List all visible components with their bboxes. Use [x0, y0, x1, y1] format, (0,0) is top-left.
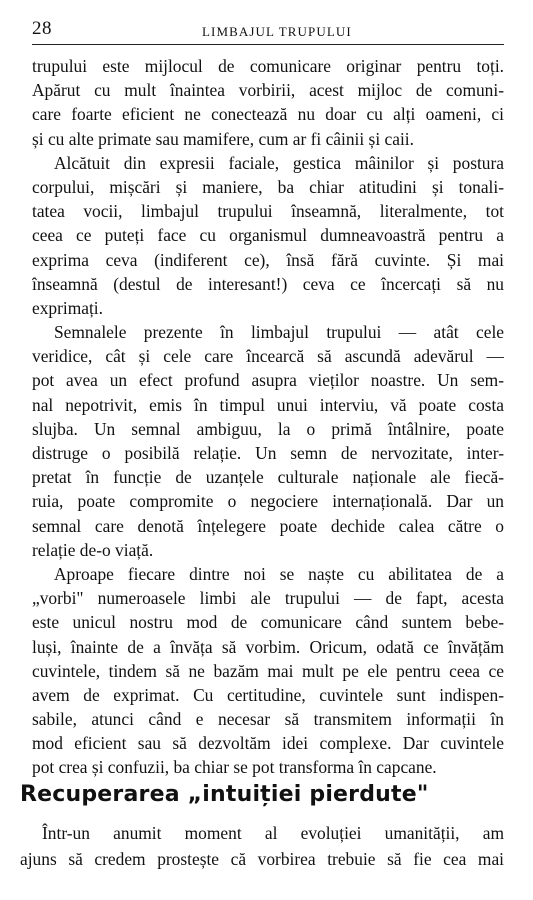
text-line: corpului, mișcări și maniere, ba chiar atitudini și tonali- [32, 176, 504, 197]
text-line: trupului este mijlocul de comunicare originar pentru toți. [32, 56, 504, 76]
running-title: LIMBAJUL TRUPULUI [202, 24, 352, 39]
text-line: pot crea și confuzii, ba chiar se pot transforma în capcane. [32, 757, 437, 778]
paragraph [32, 151, 504, 320]
paragraph [32, 562, 504, 780]
header-rule [32, 44, 504, 45]
paragraph [32, 320, 504, 562]
text-line: cuvintele, tindem să ne bazăm mai mult pe ele pentru ceea ce [32, 660, 504, 681]
text-line: înseamnă (destul de interesant!) ceva ce încercați să nu [32, 273, 504, 294]
text-line: pot avea un efect profund asupra vieților noastre. Un sem- [32, 370, 504, 391]
running-header [32, 18, 504, 44]
text-line: ruia, poate compromite o negociere internațională. Dar un [32, 491, 504, 512]
text-line: semnal care denotă înțelegere poate dechide calea către o [32, 515, 504, 536]
text-line: veridice, cât și cele care încearcă să ascundă adevărul — [32, 346, 504, 367]
text-line: exprimați. [32, 297, 103, 318]
text-line: slujba. Un semnal ambiguu, la o primă întâlnire, poate [32, 418, 504, 439]
text-line: Apărut cu mult înaintea vorbirii, acest mijloc de comuni- [32, 80, 504, 101]
text-line: mod eficient sau să dezvoltăm idei complexe. Dar cuvintele [32, 733, 504, 754]
page-number: 28 [32, 18, 52, 39]
text-line: nal nepotrivit, emis în timpul unui interviu, vă poate costa [32, 394, 504, 415]
text-line: distruge o posibilă relație. Un semn de nervozitate, inter- [32, 443, 504, 463]
text-line: și cu alte primate sau mamifere, cum ar fi câinii și caii. [32, 128, 414, 149]
text-line: ajuns să credem prostește că vorbirea trebuie să fie cea mai [20, 849, 504, 869]
paragraph [32, 54, 504, 151]
text-line: ceea ce puteți face cu organismul dumneavoastră pentru a [32, 225, 504, 246]
text-line: care foarte eficient ne conectează nu doar cu alți oameni, ci [32, 104, 504, 125]
text-line: Într-un anumit moment al evoluției umanității, am [42, 823, 504, 843]
section-body [20, 820, 504, 872]
text-line: sabile, atunci când e necesar să transmitem informații în [32, 709, 504, 730]
text-line: relație de-o viață. [32, 539, 154, 560]
body-text [32, 54, 504, 780]
text-line: este unicul nostru mod de comunicare când suntem bebe- [32, 612, 504, 633]
text-line: „vorbi" numeroasele limbi ale trupului — de fapt, acesta [32, 588, 504, 609]
text-line: Alcătuit din expresii faciale, gestica mâinilor și postura [54, 152, 504, 173]
section-heading: Recuperarea „intuiției pierdute" [20, 782, 429, 807]
text-line: Aproape fiecare dintre noi se naște cu abilitatea de a [54, 563, 504, 584]
text-line: pretat în funcție de uzanțele culturale naționale ale fiecă- [32, 467, 504, 488]
text-line: tatea vocii, limbajul trupului înseamnă, literalmente, tot [32, 201, 504, 222]
text-line: avem de exprimat. Cu certitudine, cuvintele sunt indispen- [32, 684, 504, 705]
text-line: luși, înainte de a învăța să vorbim. Oricum, odată ce învățăm [32, 636, 504, 657]
text-line: exprima ceva (indiferent ce), însă fără cuvinte. Și mai [32, 249, 504, 270]
text-line: Semnalele prezente în limbajul trupului — atât cele [54, 322, 504, 343]
